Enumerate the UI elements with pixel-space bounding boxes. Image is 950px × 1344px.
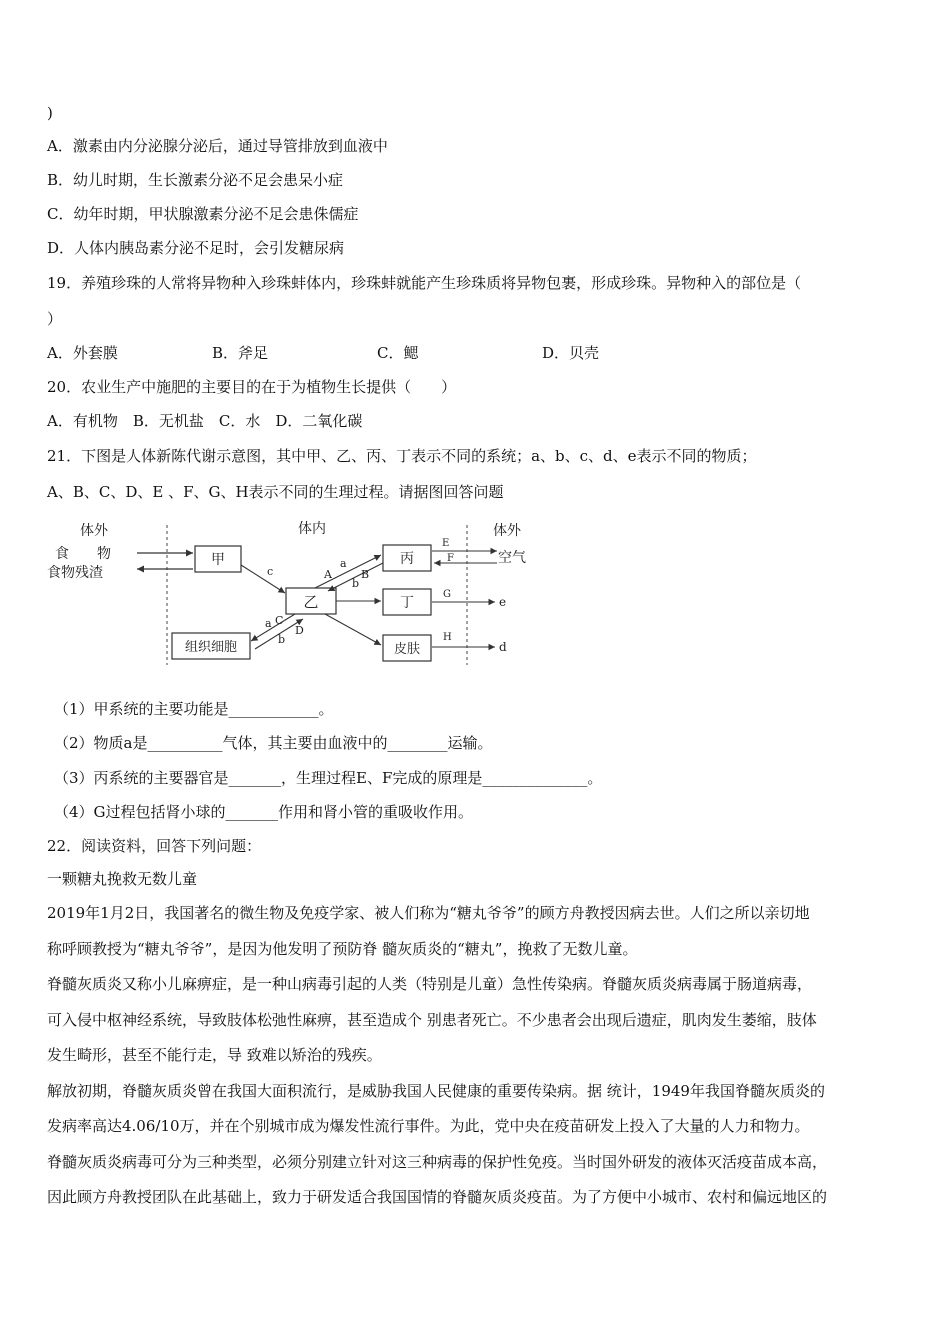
label-outside-left: 体外: [80, 523, 108, 539]
q20-stem: 20．农业生产中施肥的主要目的在于为植物生长提供（ ）: [47, 378, 457, 396]
label-outside-right: 体外: [493, 523, 521, 539]
label-b: b: [352, 577, 360, 590]
box-yi: 乙: [303, 593, 319, 611]
label-d: d: [499, 640, 507, 654]
label-D: D: [295, 624, 304, 637]
label-H: H: [443, 632, 452, 643]
q22-line-1: 2019年1月2日，我国著名的微生物及免疫学家、被人们称为“糖丸爷爷”的顾方舟教授因病去世。人们之所以亲切地: [47, 904, 810, 922]
q22-line-9: 因此顾方舟教授团队在此基础上，致力于研发适合我国国情的脊髓灰质炎疫苗。为了方便中小城市、农村和偏远地区的: [47, 1188, 828, 1206]
q19-option-a: A．外套膜: [47, 344, 118, 362]
label-C: C: [275, 614, 284, 627]
q22-line-6: 解放初期，脊髓灰质炎曾在我国大面积流行，是威胁我国人民健康的重要传染病。据 统计，1949年我国脊髓灰质炎的: [47, 1082, 825, 1100]
q22-stem: 22．阅读资料，回答下列问题：: [47, 837, 262, 855]
label-F: F: [447, 553, 454, 564]
q22-line-3: 脊髓灰质炎又称小儿麻痹症，是一种山病毒引起的人类（特别是儿童）急性传染病。脊髓灰质炎病毒属于肠道病毒，: [47, 975, 813, 993]
q19-tail: ）: [47, 310, 63, 328]
q19-option-c: C．鳃: [377, 344, 419, 362]
label-e: e: [499, 595, 507, 609]
label-G: G: [443, 589, 451, 600]
label-a: a: [340, 557, 347, 570]
q21-stem-line1: 21．下图是人体新陈代谢示意图，其中甲、乙、丙、丁表示不同的系统；a、b、c、d、e表示不同的物质；: [47, 447, 757, 465]
q22-line-2: 称呼顾教授为“糖丸爷爷”，是因为他发明了预防脊 髓灰质炎的“糖丸”，挽救了无数儿童。: [47, 940, 638, 958]
q18-option-a: A．激素由内分泌腺分泌后，通过导管排放到血液中: [47, 137, 388, 155]
q21-sub3: （3）丙系统的主要器官是_______，生理过程E、F完成的原理是______________。: [54, 769, 603, 787]
q22-line-5: 发生畸形，甚至不能行走，导 致难以矫治的残疾。: [47, 1046, 382, 1064]
label-E: E: [442, 538, 450, 549]
q19-stem: 19．养殖珍珠的人常将异物种入珍珠蚌体内，珍珠蚌就能产生珍珠质将异物包裹，形成珍珠。异物种入的部位是（: [47, 274, 802, 292]
label-B: B: [361, 568, 370, 581]
q22-title: 一颗糖丸挽救无数儿童: [47, 870, 198, 888]
metabolism-diagram: [45, 515, 545, 670]
box-cells: 组织细胞: [184, 640, 238, 655]
q18-option-b: B．幼儿时期，生长激素分泌不足会患呆小症: [47, 171, 344, 189]
label-food: 食 物: [55, 546, 111, 562]
label-b2: b: [278, 633, 286, 646]
q21-sub4: （4）G过程包括肾小球的_______作用和肾小管的重吸收作用。: [54, 803, 474, 821]
q22-line-4: 可入侵中枢神经系统，导致肢体松弛性麻痹，甚至造成个 别患者死亡。不少患者会出现后遗症，肌肉发生萎缩，肢体: [47, 1011, 817, 1029]
label-c: c: [267, 565, 274, 578]
q21-sub2: （2）物质a是__________气体，其主要由血液中的________运输。: [54, 734, 493, 752]
box-bing: 丙: [400, 551, 414, 567]
q19-option-d: D．贝壳: [542, 344, 600, 362]
q22-line-8: 脊髓灰质炎病毒可分为三种类型，必须分别建立针对这三种病毒的保护性免疫。当时国外研发的液体灭活疫苗成本高，: [47, 1153, 828, 1171]
label-inside: 体内: [298, 521, 326, 537]
box-ding: 丁: [400, 595, 414, 611]
q18-option-c: C．幼年时期，甲状腺激素分泌不足会患侏儒症: [47, 205, 359, 223]
q20-options: A．有机物 B．无机盐 C．水 D．二氧化碳: [47, 412, 363, 430]
q18-tail: ): [47, 104, 53, 122]
label-residue: 食物残渣: [47, 565, 103, 581]
label-a2: a: [265, 617, 272, 630]
q19-option-b: B．斧足: [212, 344, 269, 362]
q21-stem-line2: A、B、C、D、E 、F、G、H表示不同的生理过程。请据图回答问题: [47, 483, 504, 501]
q22-line-7: 发病率高达4.06/10万，并在个别城市成为爆发性流行事件。为此，党中央在疫苗研发上投入了大量的人力和物力。: [47, 1117, 810, 1135]
label-A: A: [324, 568, 332, 581]
box-skin: 皮肤: [393, 642, 421, 657]
q18-option-d: D．人体内胰岛素分泌不足时，会引发糖尿病: [47, 239, 345, 257]
q21-sub1: （1）甲系统的主要功能是____________。: [54, 700, 334, 718]
label-air: 空气: [498, 550, 526, 566]
box-jia: 甲: [211, 552, 225, 568]
